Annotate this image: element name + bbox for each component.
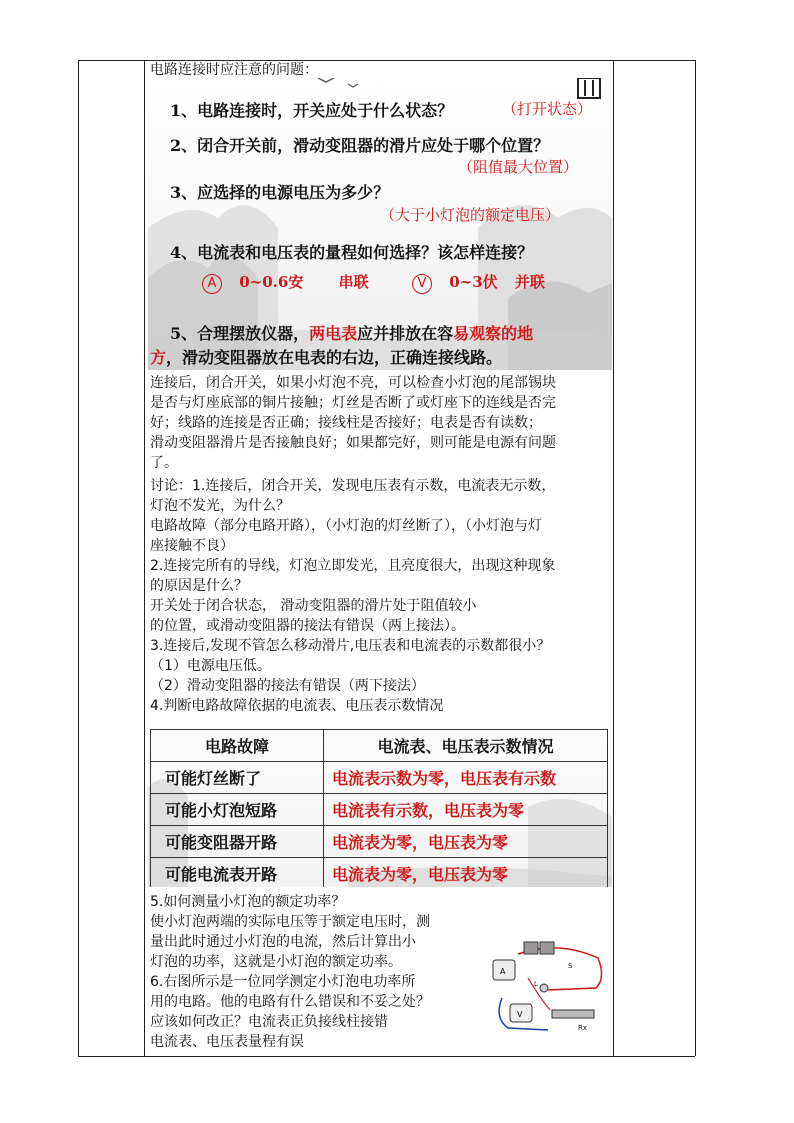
answer-2: （阻值最大位置）	[458, 158, 579, 176]
voltmeter-label: V	[517, 1010, 523, 1019]
discussion-line: 2.连接完所有的导线，灯泡立即发光，且亮度很大，出现这种现象	[150, 558, 556, 574]
rheostat-label: Rx	[578, 1024, 588, 1032]
fault-cell: 可能小灯泡短路	[151, 794, 324, 826]
table-row	[151, 794, 608, 826]
lamp-label: L	[534, 980, 538, 988]
voltmeter-line	[412, 271, 545, 294]
answer-1: （打开状态）	[502, 100, 593, 118]
discussion-line: （2）滑动变阻器的接法有错误（两下接法）	[150, 678, 425, 694]
discussion-line: （1）电源电压低。	[150, 658, 271, 674]
discussion-line: 的原因是什么？	[150, 578, 248, 594]
reading-cell: 电流表为零，电压表为零	[324, 858, 608, 888]
precautions-slide	[148, 78, 612, 370]
check-line: 连接后，闭合开关，如果小灯泡不亮，可以检查小灯泡的尾部锡块	[150, 375, 556, 391]
switch-label: S	[568, 962, 573, 970]
answer-3: （大于小灯泡的额定电压）	[380, 206, 561, 224]
discussion-line: 的位置，或滑动变阻器的接法有错误（两上接法）。	[150, 618, 465, 634]
question-5-line1: 5、合理摆放仪器，两电表应并排放在容易观察的地	[170, 324, 534, 343]
check-line: 滑动变阻器滑片是否接触良好；如果都完好，则可能是电源有问题	[150, 435, 556, 451]
fault-cell: 可能变阻器开路	[151, 826, 324, 858]
ammeter-connect: 串联	[338, 273, 369, 291]
discussion-line: 座接触不良）	[150, 538, 234, 554]
section-title: 电路连接时应注意的问题：	[150, 62, 318, 78]
table-border-right	[695, 60, 696, 1056]
fault-cell: 可能电流表开路	[151, 858, 324, 888]
final-line: 应该如何改正？电流表正负接线柱接错	[150, 1014, 388, 1030]
final-line: 使小灯泡两端的实际电压等于额定电压时，测	[150, 914, 430, 930]
circuit-diagram	[488, 938, 608, 1038]
final-line: 5.如何测量小灯泡的额定功率？	[150, 894, 346, 910]
question-5-line2: 方，滑动变阻器放在电表的右边，正确连接线路。	[150, 348, 503, 367]
check-line: 好；线路的连接是否正确；接线柱是否接好；电表是否有读数；	[150, 415, 542, 431]
discussion-line: 讨论：1.连接后，闭合开关，发现电压表有示数，电流表无示数，	[150, 478, 556, 494]
table-border-bottom	[78, 1056, 695, 1057]
ammeter-icon: A	[202, 274, 222, 294]
fault-cell: 可能灯丝断了	[151, 762, 324, 794]
table-border-left	[78, 60, 79, 1056]
question-3: 3、应选择的电源电压为多少？	[170, 183, 390, 202]
fault-table-header	[151, 730, 608, 762]
final-line: 量出此时通过小灯泡的电流，然后计算出小	[150, 934, 416, 950]
check-line: 是否与灯座底部的铜片接触；灯丝是否断了或灯座下的连线是否完	[150, 395, 556, 411]
header-readings: 电流表、电压表示数情况	[324, 730, 608, 762]
discussion-line: 灯泡不发光，为什么？	[150, 498, 290, 514]
ammeter-label: A	[500, 967, 506, 976]
discussion-line: 3.连接后,发现不管怎么移动滑片,电压表和电流表的示数都很小？	[150, 638, 551, 654]
ammeter-line	[202, 271, 369, 294]
table-divider-2	[613, 60, 614, 1056]
table-row	[151, 858, 608, 888]
discussion-line: 开关处于闭合状态， 滑动变阻器的滑片处于阻值较小	[150, 598, 477, 614]
fault-table	[150, 729, 608, 887]
question-1: 1、电路连接时，开关应处于什么状态？	[170, 101, 454, 120]
voltmeter-range: 0~3伏	[449, 273, 498, 291]
discussion-line: 4.判断电路故障依据的电流表、电压表示数情况	[150, 698, 444, 714]
reading-cell: 电流表有示数，电压表为零	[324, 794, 608, 826]
final-line: 灯泡的功率，这就是小灯泡的额定功率。	[150, 954, 402, 970]
final-line: 电流表、电压表量程有误	[150, 1034, 304, 1050]
table-divider-1	[144, 60, 145, 1056]
table-row	[151, 826, 608, 858]
question-4: 4、电流表和电压表的量程如何选择？该怎样连接？	[170, 243, 534, 262]
final-line: 用的电路。他的电路有什么错误和不妥之处？	[150, 994, 430, 1010]
voltmeter-connect: 并联	[514, 273, 545, 291]
discussion-line: 电路故障（部分电路开路），（小灯泡的灯丝断了），（小灯泡与灯	[150, 518, 542, 534]
table-row	[151, 762, 608, 794]
ammeter-range: 0~0.6安	[239, 273, 304, 291]
question-2: 2、闭合开关前，滑动变阻器的滑片应处于哪个位置？	[170, 136, 550, 155]
check-line: 了。	[150, 455, 178, 471]
fault-table-slide	[148, 727, 612, 887]
voltmeter-icon: V	[412, 274, 432, 294]
final-line: 6.右图所示是一位同学测定小灯泡电功率所	[150, 974, 416, 990]
reading-cell: 电流表为零，电压表为零	[324, 826, 608, 858]
reading-cell: 电流表示数为零，电压表有示数	[324, 762, 608, 794]
header-fault: 电路故障	[151, 730, 324, 762]
